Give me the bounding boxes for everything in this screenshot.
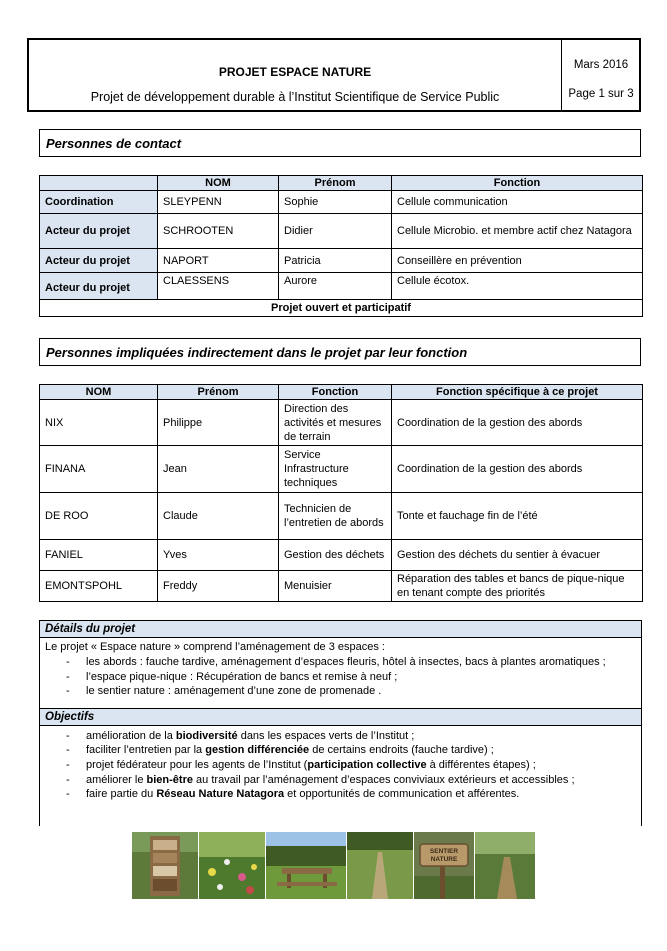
photo-strip [132, 832, 535, 899]
contact-prenom: Didier [279, 214, 392, 249]
forest-trail-photo [475, 832, 535, 899]
person-fonction: Direction des activités et mesures de terrain [279, 400, 392, 446]
person-fonction: Technicien de l’entretien de abords [279, 493, 392, 540]
objective-text: faciliter l’entretien par la [86, 744, 206, 757]
table-row [40, 493, 643, 540]
table-row [40, 400, 643, 446]
objective-text: de certains endroits (fauche tardive) ; [309, 744, 494, 757]
list-item: - l’espace pique-nique : Récupération de bancs et remise à neuf ; [40, 670, 641, 685]
table-row [40, 571, 643, 602]
objective-keyword: participation collective [307, 758, 427, 771]
person-specifique: Coordination de la gestion des abords [392, 446, 643, 493]
contacts-header-row [40, 176, 643, 191]
person-prenom: Claude [158, 493, 279, 540]
objective-text: faire partie du [86, 788, 157, 801]
document-subtitle: Projet de développement durable à l’Institut Scientifique de Service Public [90, 90, 500, 104]
objectifs-heading: Objectifs [40, 708, 641, 726]
objective-keyword: biodiversité [175, 729, 238, 742]
contact-fonction: Cellule communication [392, 191, 643, 214]
document-date: Mars 2016 [573, 59, 629, 71]
contact-nom: SCHROOTEN [158, 214, 279, 249]
contact-fonction: Cellule écotox. [392, 273, 643, 300]
person-nom: FANIEL [40, 540, 158, 571]
document-title: PROJET ESPACE NATURE [218, 65, 372, 79]
objective-keyword: Réseau Nature Natagora [156, 788, 285, 801]
header-meta-cell [561, 40, 641, 110]
objective-text: au travail par l’aménagement d’espaces conviviaux extérieurs et accessibles ; [193, 773, 575, 786]
person-fonction: Service Infrastructure techniques [279, 446, 392, 493]
list-item [40, 773, 641, 788]
objective-text: et opportunités de communication et afférentes. [284, 788, 520, 801]
objective-keyword: bien-être [146, 773, 193, 786]
person-prenom: Yves [158, 540, 279, 571]
list-item [40, 758, 641, 773]
contact-prenom: Patricia [279, 249, 392, 273]
contacts-table [39, 175, 643, 317]
contact-fonction: Cellule Microbio. et membre actif chez Natagora [392, 214, 643, 249]
contact-nom: SLEYPENN [158, 191, 279, 214]
flower-bed-photo [199, 832, 265, 899]
objective-text: améliorer le [86, 773, 147, 786]
details-section [39, 620, 642, 826]
page-indicator: Page 1 sur 3 [568, 88, 634, 100]
details-intro: Le projet « Espace nature » comprend l’aménagement de 3 espaces : [45, 641, 385, 653]
person-nom: DE ROO [40, 493, 158, 540]
table-row [40, 273, 643, 300]
meadow-photo [347, 832, 413, 899]
contact-role: Coordination [40, 191, 158, 214]
insect-hotel-photo [132, 832, 198, 899]
contact-nom: CLAESSENS [158, 273, 279, 300]
table-row [40, 214, 643, 249]
person-specifique: Réparation des tables et bancs de pique-nique en tenant compte des priorités [392, 571, 643, 602]
person-nom: EMONTSPOHL [40, 571, 158, 602]
list-item: - le sentier nature : aménagement d’une zone de promenade . [40, 684, 641, 699]
table-row [40, 446, 643, 493]
indirect-col-specifique: Fonction spécifique à ce projet [392, 385, 643, 400]
document-header [27, 38, 641, 112]
contacts-col-fonction: Fonction [392, 176, 643, 191]
contact-nom: NAPORT [158, 249, 279, 273]
list-item [40, 729, 641, 744]
contact-prenom: Sophie [279, 191, 392, 214]
person-specifique: Tonte et fauchage fin de l’été [392, 493, 643, 540]
objective-text: amélioration de la [86, 729, 176, 742]
contact-fonction: Conseillère en prévention [392, 249, 643, 273]
details-list [40, 654, 641, 708]
objective-keyword: gestion différenciée [205, 744, 310, 757]
contacts-col-prenom: Prénom [279, 176, 392, 191]
table-row [40, 191, 643, 214]
contact-role: Acteur du projet [40, 273, 158, 300]
person-prenom: Jean [158, 446, 279, 493]
indirect-table [39, 384, 643, 602]
table-row [40, 249, 643, 273]
details-heading: Détails du projet [40, 621, 641, 638]
objective-text: à différentes étapes) ; [426, 758, 536, 771]
person-prenom: Philippe [158, 400, 279, 446]
contacts-col-role [40, 176, 158, 191]
person-prenom: Freddy [158, 571, 279, 602]
table-row [40, 540, 643, 571]
person-fonction: Gestion des déchets [279, 540, 392, 571]
sentier-sign-photo [414, 832, 474, 899]
objectifs-list [40, 726, 641, 802]
sign-text: SENTIER [429, 848, 459, 855]
objective-text: dans les espaces verts de l’Institut ; [237, 729, 415, 742]
contact-role: Acteur du projet [40, 249, 158, 273]
person-specifique: Gestion des déchets du sentier à évacuer [392, 540, 643, 571]
list-item: - les abords : fauche tardive, aménagement d’espaces fleuris, hôtel à insectes, bacs à plantes aromatiques ; [40, 655, 641, 670]
indirect-header-row [40, 385, 643, 400]
indirect-col-nom: NOM [40, 385, 158, 400]
contacts-footer: Projet ouvert et participatif [40, 300, 643, 317]
person-specifique: Coordination de la gestion des abords [392, 400, 643, 446]
header-title-cell [29, 40, 562, 110]
objective-text: projet fédérateur pour les agents de l’Institut ( [86, 758, 308, 771]
indirect-col-fonction: Fonction [279, 385, 392, 400]
picnic-table-photo [266, 832, 346, 899]
contact-role: Acteur du projet [40, 214, 158, 249]
contacts-heading: Personnes de contact [39, 129, 641, 157]
sign-text: NATURE [430, 856, 458, 863]
indirect-heading: Personnes impliquées indirectement dans le projet par leur fonction [39, 338, 641, 366]
contacts-footer-row [40, 300, 643, 317]
person-nom: NIX [40, 400, 158, 446]
indirect-col-prenom: Prénom [158, 385, 279, 400]
person-fonction: Menuisier [279, 571, 392, 602]
list-item [40, 743, 641, 758]
contact-prenom: Aurore [279, 273, 392, 300]
person-nom: FINANA [40, 446, 158, 493]
contacts-col-nom: NOM [158, 176, 279, 191]
list-item [40, 787, 641, 802]
